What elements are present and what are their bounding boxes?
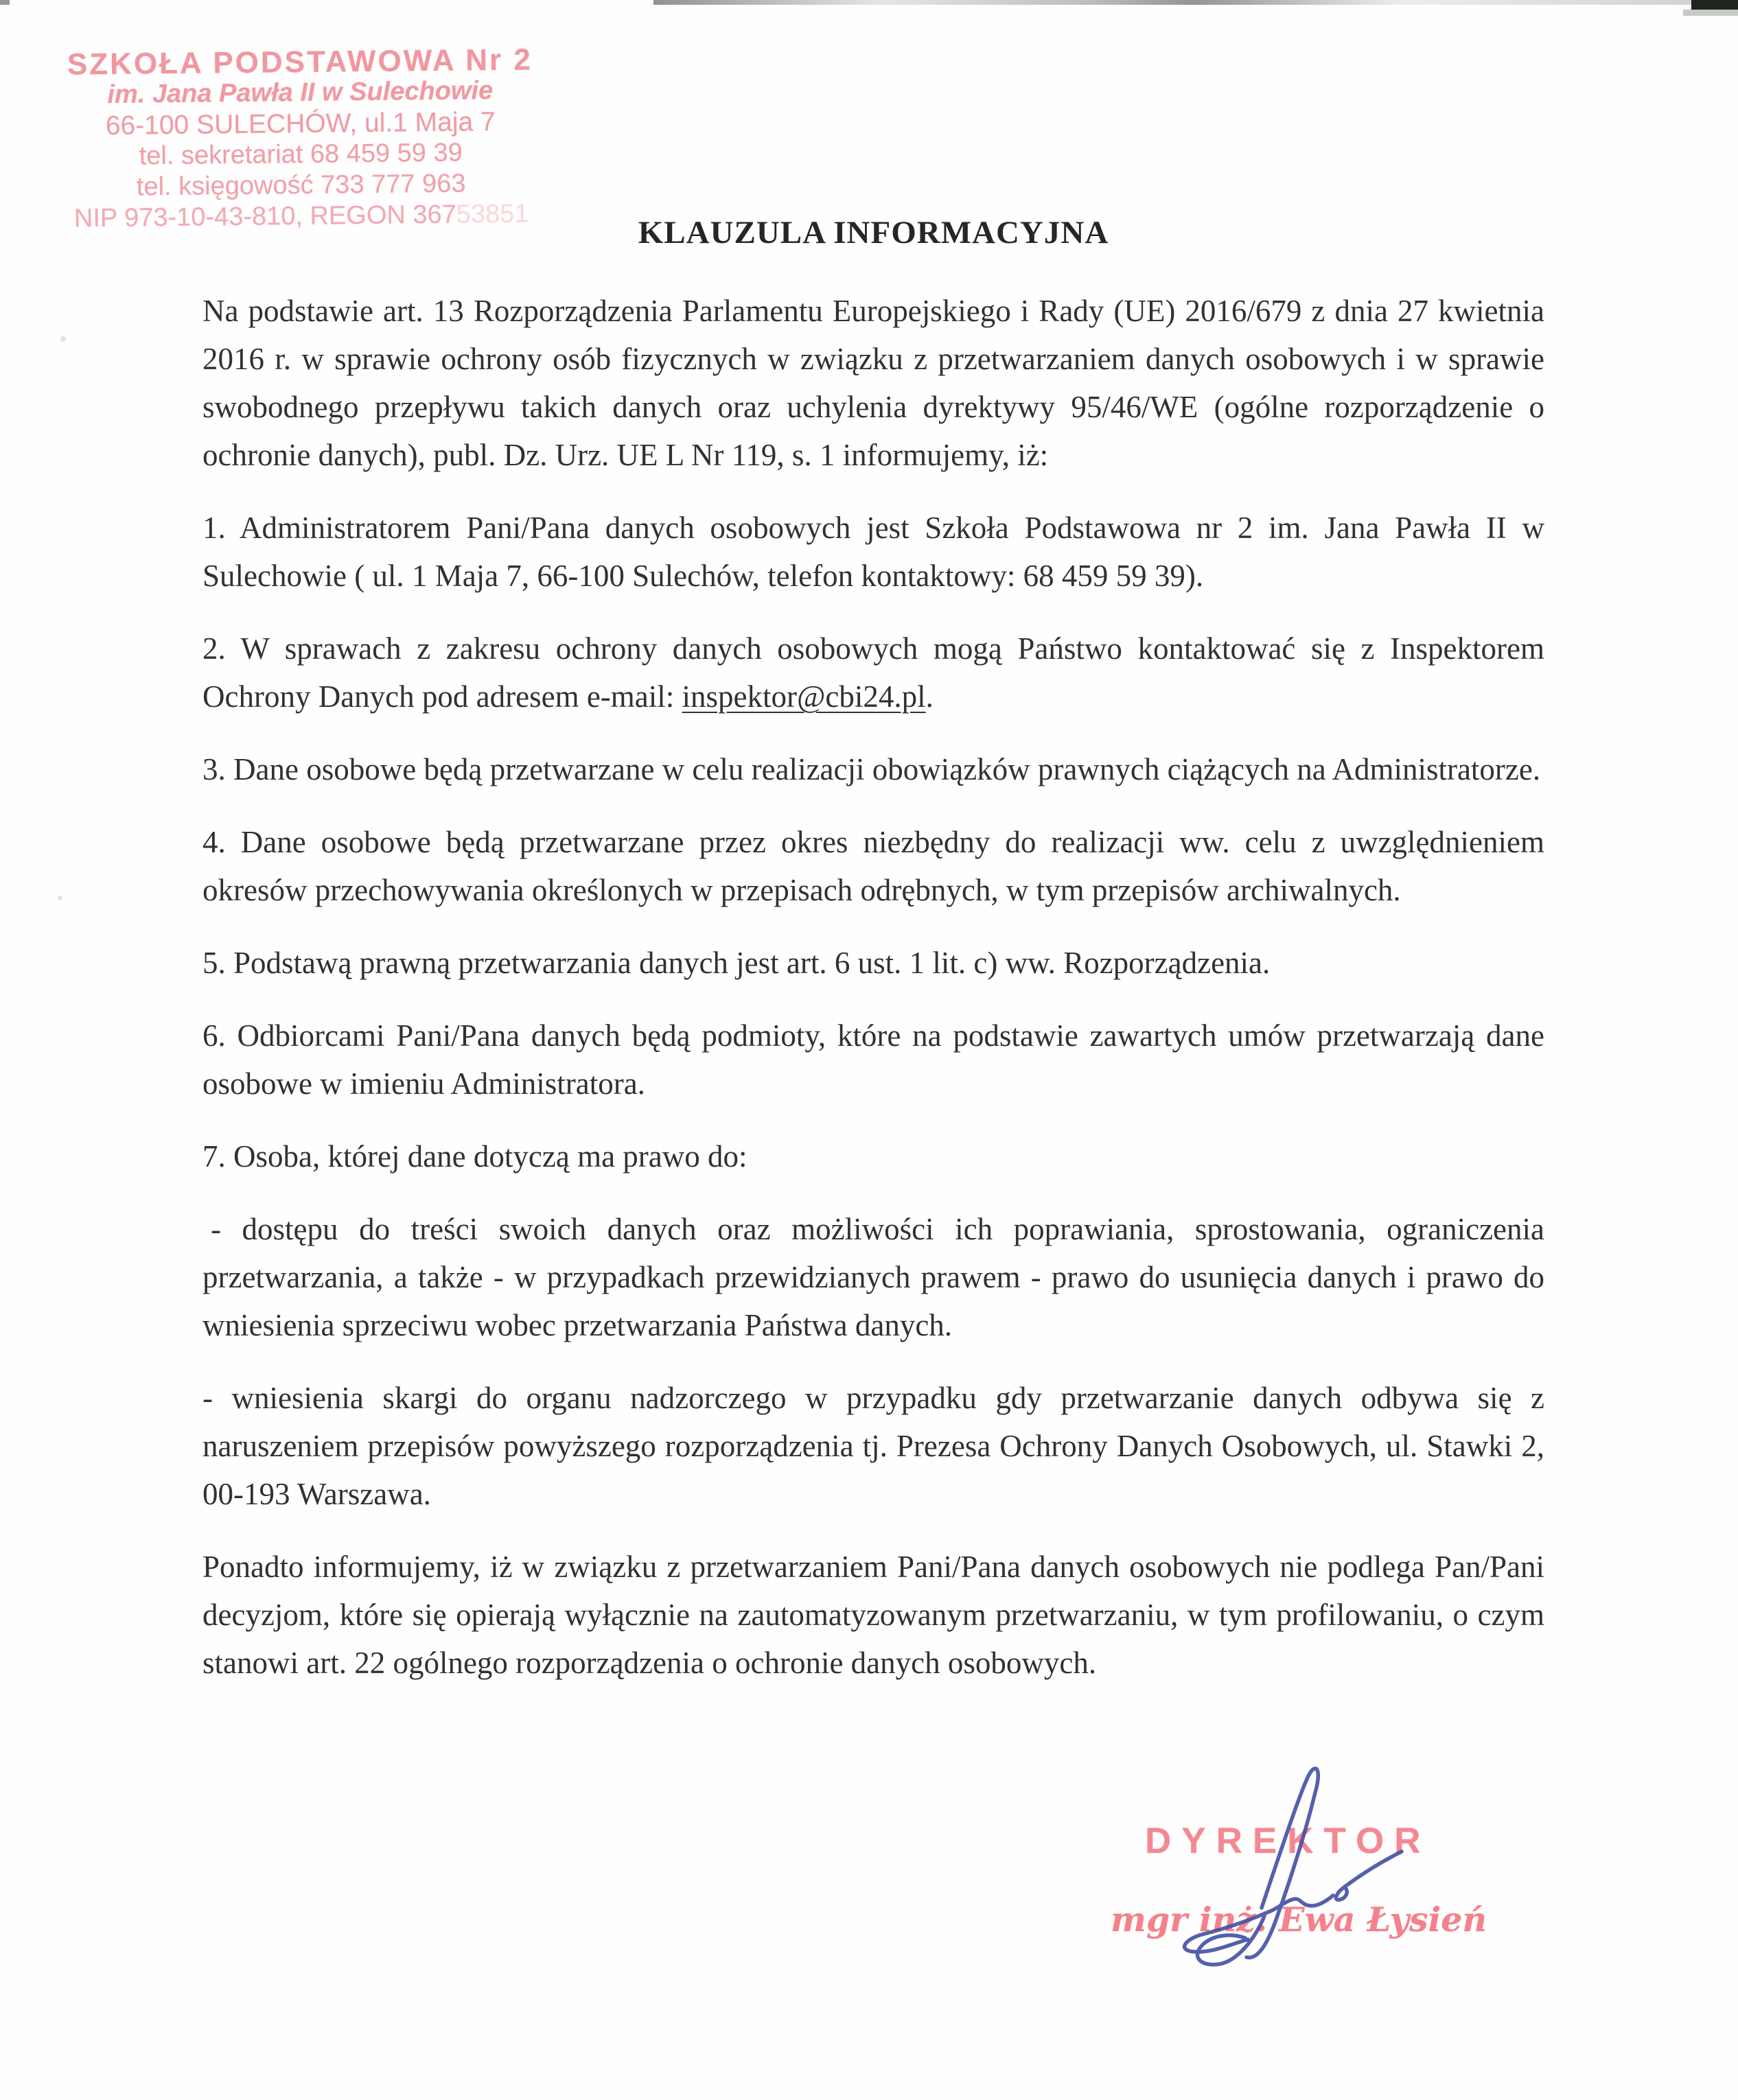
item-4: 4. Dane osobowe będą przetwarzane przez okres niezbędny do realizacji ww. celu z uwzględnieniem okresów przechowywania określonych w przepisach odrębnych, w tym przepisów archiwalnych. <box>202 825 1544 907</box>
scan-artifact-dot <box>60 336 66 342</box>
stamp-school-name: SZKOŁA PODSTAWOWA Nr 2 <box>67 43 533 82</box>
item-2 <box>202 625 1544 721</box>
stamp-phone-secretariat: tel. sekretariat 68 459 59 39 <box>139 138 463 171</box>
stamp-address: 66-100 SULECHÓW, ul.1 Maja 7 <box>105 107 496 141</box>
stamp-nip-regon-faded: 53851 <box>456 199 529 229</box>
stamp-nip-regon-main: NIP 973-10-43-810, REGON 367 <box>73 200 457 233</box>
scan-artifact-dot <box>58 896 62 900</box>
item-3: 3. Dane osobowe będą przetwarzane w celu realizacji obowiązków prawnych ciążących na Administratorze. <box>202 752 1541 786</box>
scan-artifact-corner-block <box>1691 0 1738 10</box>
item-1: 1. Administratorem Pani/Pana danych osobowych jest Szkoła Podstawowa nr 2 im. Jana Pawła II w Sulechowie ( ul. 1 Maja 7, 66-100 Sulechów, telefon kontaktowy: 68 459 59 39). <box>202 511 1544 593</box>
item-6: 6. Odbiorcami Pani/Pana danych będą podmioty, które na podstawie zawartych umów przetwarzają dane osobowe w imieniu Administratora. <box>202 1018 1544 1101</box>
intro-paragraph: Na podstawie art. 13 Rozporządzenia Parlamentu Europejskiego i Rady (UE) 2016/679 z dnia 27 kwietnia 2016 r. w sprawie ochrony osób fizycznych w związku z przetwarzaniem danych osobowych i w sprawie swobodnego przepływu takich danych oraz uchylenia dyrektywy 95/46/WE (ogólne rozporządzenie o ochronie danych), publ. Dz. Urz. UE L Nr 119, s. 1 informujemy, iż: <box>202 294 1544 472</box>
school-stamp <box>39 44 563 235</box>
item-5: 5. Podstawą prawną przetwarzania danych jest art. 6 ust. 1 lit. c) ww. Rozporządzenia. <box>202 946 1271 980</box>
dash-item-2: - wniesienia skargi do organu nadzorczego w przypadku gdy przetwarzanie danych odbywa się z naruszeniem przepisów powyższego rozporządzenia tj. Prezesa Ochrony Danych Osobowych, ul. Stawki 2, 00-193 Warszawa. <box>202 1381 1544 1511</box>
stamp-phone-accounting: tel. księgowość 733 777 963 <box>136 169 466 202</box>
scan-artifact-corner-shadow <box>1683 10 1738 16</box>
email-link[interactable]: inspektor@cbi24.pl <box>682 679 926 714</box>
item-7: 7. Osoba, której dane dotyczą ma prawo do: <box>202 1139 748 1174</box>
signature-area <box>1091 1736 1627 2011</box>
document-body <box>202 287 1544 1712</box>
item-2-text: 2. W sprawach z zakresu ochrony danych osobowych mogą Państwo kontaktować się z Inspektorem Ochrony Danych pod adresem e-mail: <box>202 631 1544 714</box>
dash-item-1: - dostępu do treści swoich danych oraz możliwości ich poprawiania, sprostowania, ograniczenia przetwarzania, a także - w przypadkach przewidzianych prawem - prawo do usunięcia danych i prawo do wniesienia sprzeciwu wobec przetwarzania Państwa danych. <box>202 1212 1544 1342</box>
director-stamp: DYREKTOR <box>1145 1821 1431 1861</box>
handwritten-signature-ink <box>1091 1736 1586 1997</box>
scan-artifact-top-left-speck <box>0 0 10 5</box>
director-name-stamp: mgr inż. Ewa Łysień <box>1111 1900 1487 1939</box>
item-2-period: . <box>925 679 934 714</box>
closing-paragraph: Ponadto informujemy, iż w związku z przetwarzaniem Pani/Pana danych osobowych nie podlega Pan/Pani decyzjom, które się opierają wyłącznie na zautomatyzowanym przetwarzaniu, w tym profilowaniu, o czym stanowi art. 22 ogólnego rozporządzenia o ochronie danych osobowych. <box>202 1550 1544 1680</box>
scan-artifact-top-line <box>653 0 1691 5</box>
stamp-patron: im. Jana Pawła II w Sulechowie <box>107 76 494 109</box>
page-title: KLAUZULA INFORMACYJNA <box>638 215 1109 250</box>
